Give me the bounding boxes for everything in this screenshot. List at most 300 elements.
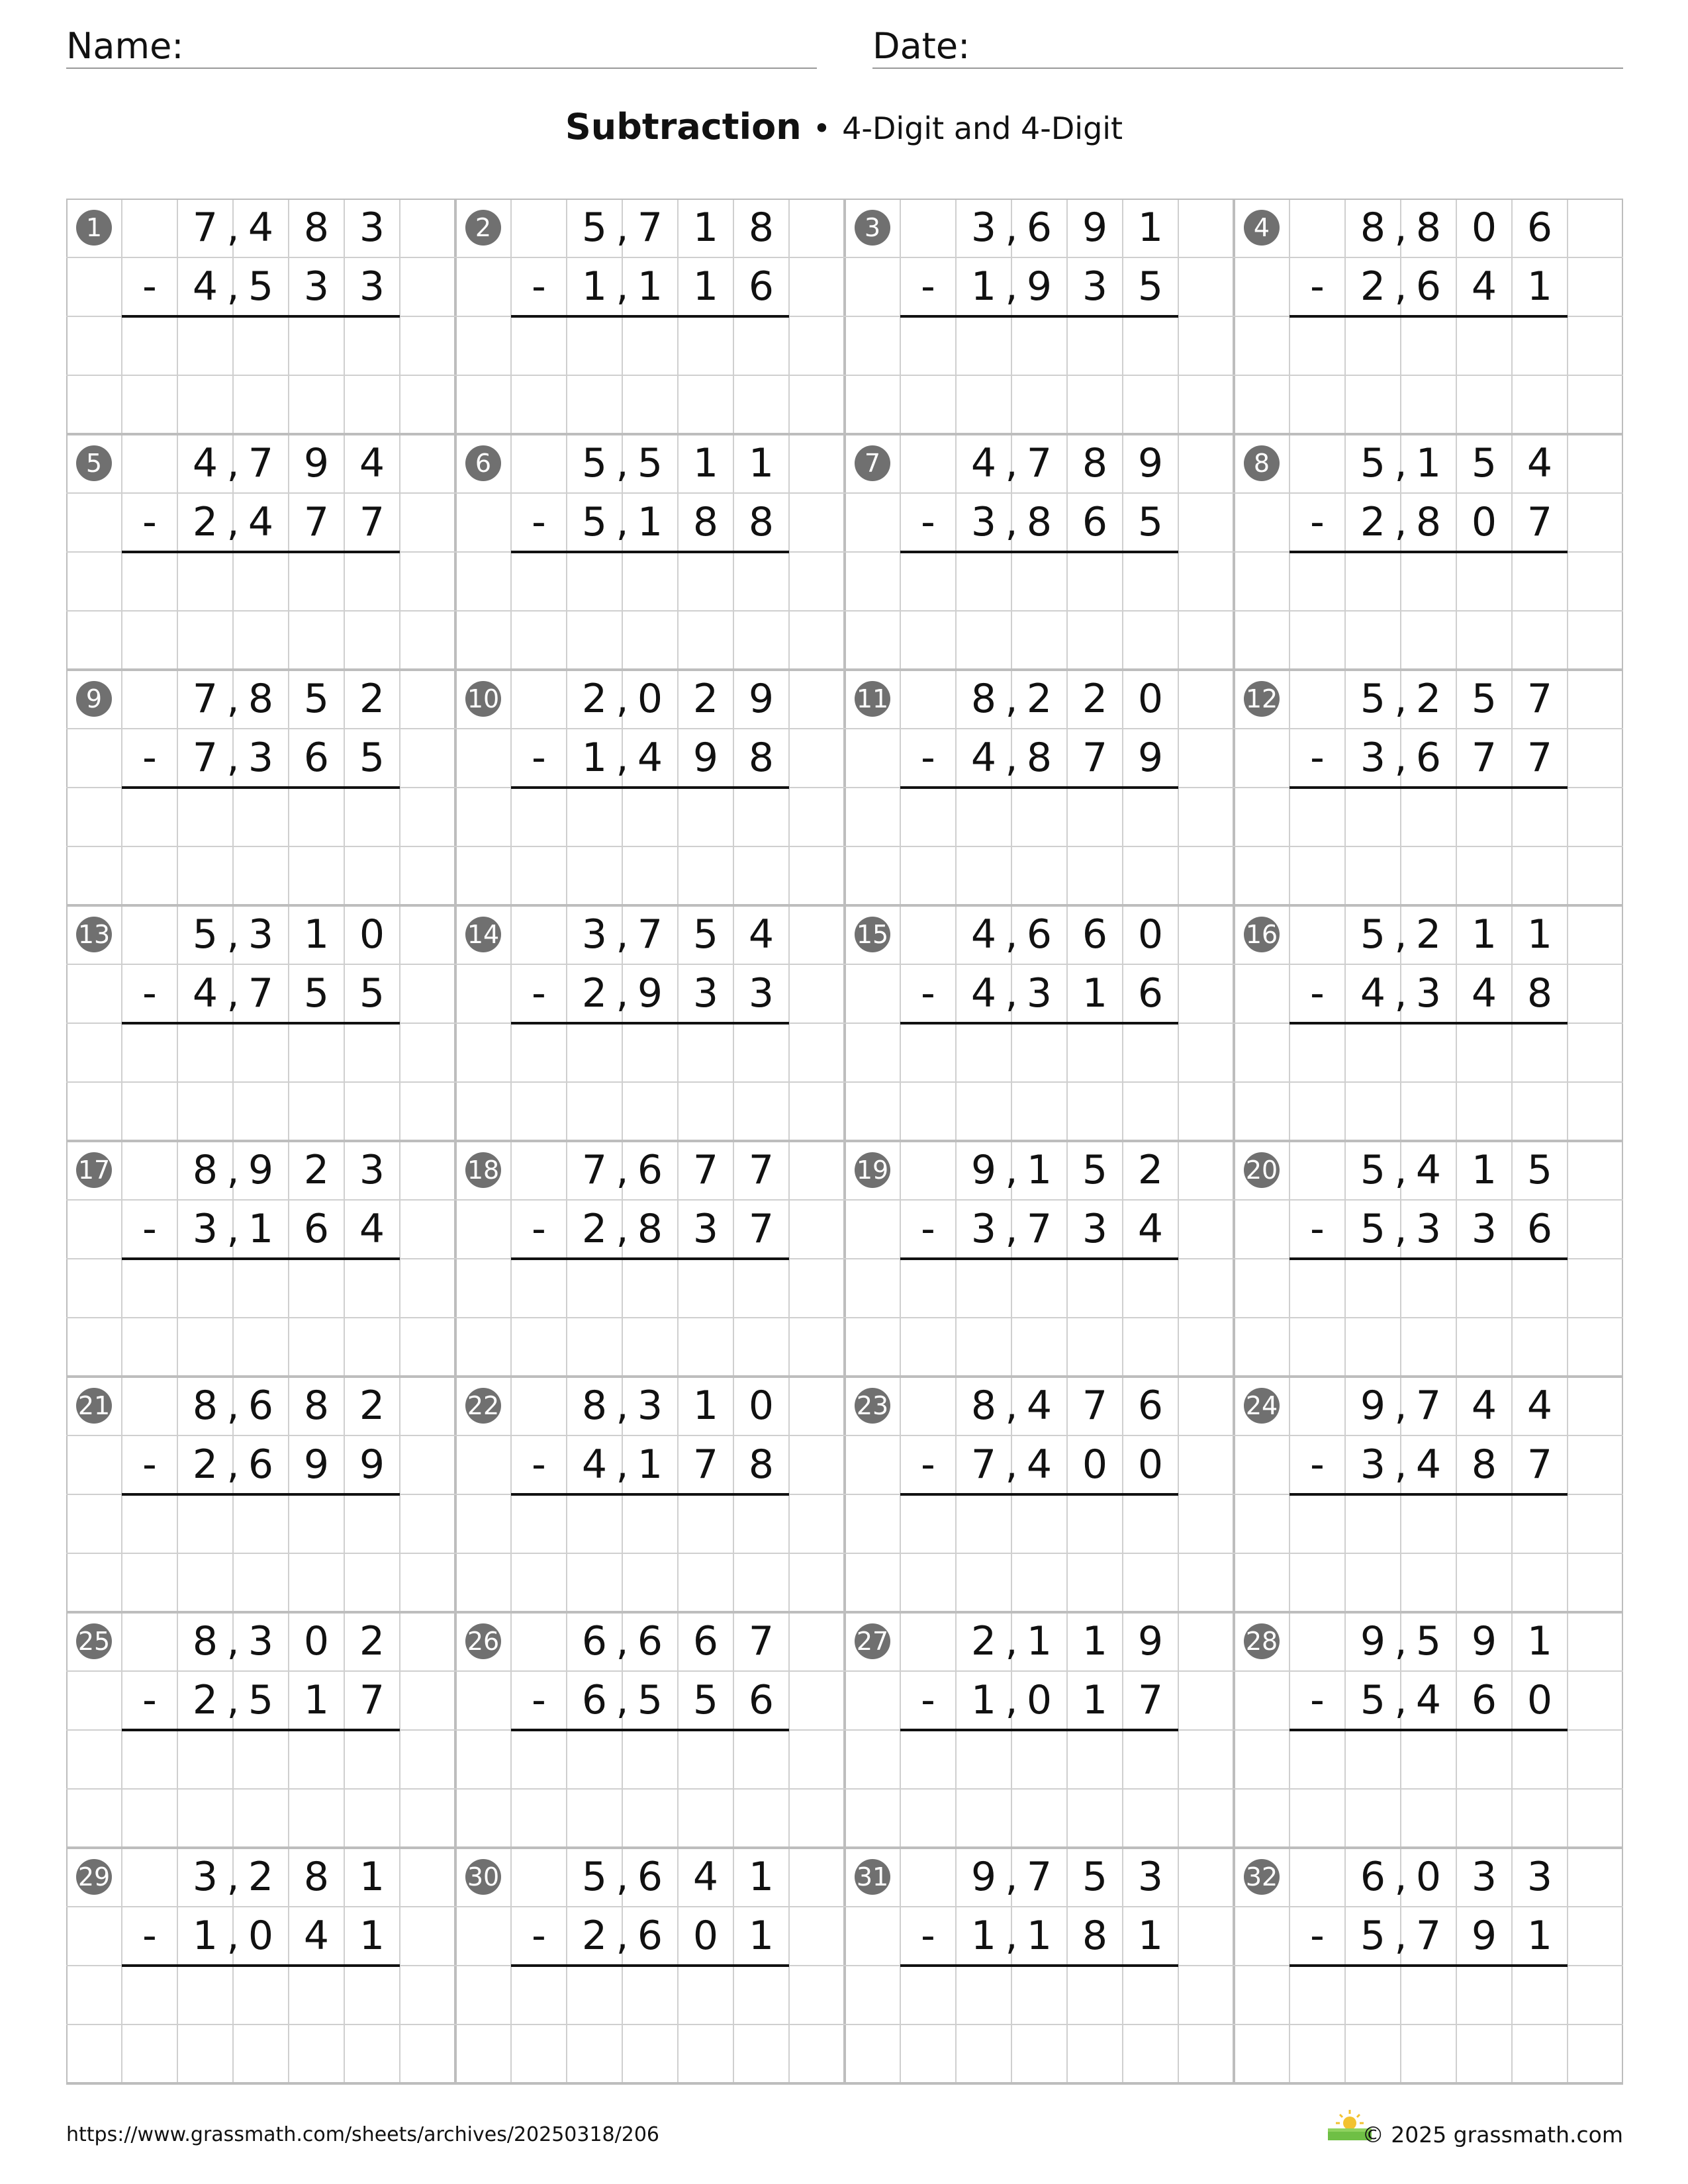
problem-bottom-digit: 8 [748,1441,774,1488]
answer-line [511,1964,789,1967]
problem-bottom-digit: 6 [637,1913,663,1959]
problem-bottom-digit: 6 [581,1677,608,1723]
problem-bottom-comma: , [1394,1913,1407,1959]
minus-sign: - [921,1677,935,1723]
problem-bottom-digit: 1 [1082,1677,1108,1723]
problem-bottom-digit: 8 [1026,499,1053,545]
minus-sign: - [142,499,157,545]
minus-sign: - [532,970,546,1017]
minus-sign: - [921,970,935,1017]
problem-bottom-digit: 4 [192,263,218,310]
problem-top-digit: 1 [1026,1618,1053,1664]
problem-top-digit: 7 [248,440,274,486]
problem-bottom-digit: 1 [581,735,608,781]
problem-top-digit: 4 [692,1854,719,1900]
problem-bottom-digit: 6 [1526,1206,1553,1252]
minus-sign: - [142,1441,157,1488]
answer-line [511,1729,789,1731]
problem-bottom-comma: , [226,1441,240,1488]
problem-top-digit: 4 [970,911,997,958]
problem-top-comma: , [616,1383,629,1429]
problem-top-digit: 8 [192,1383,218,1429]
problem-bottom-digit: 4 [1415,1441,1442,1488]
problem-bottom-digit: 8 [1415,499,1442,545]
minus-sign: - [532,499,546,545]
problem-top-digit: 5 [303,676,330,722]
problem-bottom-digit: 1 [248,1206,274,1252]
problem-bottom-digit: 8 [1526,970,1553,1017]
answer-line [122,1022,400,1024]
minus-sign: - [142,1913,157,1959]
problem-top-digit: 4 [1415,1147,1442,1193]
problem-bottom-digit: 7 [1526,499,1553,545]
problem-bottom-digit: 6 [303,1206,330,1252]
problem-top-digit: 1 [303,911,330,958]
problem-top-digit: 7 [748,1147,774,1193]
answer-line [511,1257,789,1260]
minus-sign: - [532,735,546,781]
problem-bottom-digit: 4 [637,735,663,781]
minus-sign: - [532,1913,546,1959]
answer-line [900,1493,1178,1496]
problem-bottom-digit: 2 [192,1441,218,1488]
problem-bottom-digit: 6 [1082,499,1108,545]
minus-sign: - [142,1206,157,1252]
problem-top-digit: 6 [692,1618,719,1664]
problem-top-digit: 8 [970,1383,997,1429]
problem-top-digit: 1 [1471,911,1497,958]
problem-top-digit: 8 [303,205,330,251]
minus-sign: - [1310,735,1325,781]
problem-bottom-comma: , [616,1441,629,1488]
problem-top-digit: 6 [248,1383,274,1429]
problem-top-digit: 4 [192,440,218,486]
problem-top-comma: , [1005,205,1018,251]
problem-number-badge: 25 [76,1623,112,1659]
problem-top-digit: 9 [1360,1618,1386,1664]
problem-bottom-digit: 1 [637,499,663,545]
problem-bottom-digit: 6 [1471,1677,1497,1723]
problem-bottom-comma: , [1005,970,1018,1017]
problem-bottom-comma: , [1005,499,1018,545]
problem-top-comma: , [1394,1147,1407,1193]
problem-bottom-comma: , [226,735,240,781]
problem-bottom-digit: 1 [359,1913,385,1959]
problem-top-comma: , [1394,440,1407,486]
problem-top-digit: 5 [1415,1618,1442,1664]
problem-bottom-digit: 8 [1026,735,1053,781]
problem-top-digit: 4 [248,205,274,251]
problem-bottom-digit: 8 [1082,1913,1108,1959]
problem-top-digit: 5 [1082,1147,1108,1193]
problem-bottom-digit: 3 [303,263,330,310]
problem-bottom-comma: , [1005,1206,1018,1252]
problem-top-digit: 0 [748,1383,774,1429]
problem-bottom-comma: , [1005,263,1018,310]
answer-line [511,551,789,553]
problem-top-comma: , [226,676,240,722]
problem-top-digit: 3 [970,205,997,251]
problem-bottom-digit: 1 [1526,263,1553,310]
problem-bottom-comma: , [1394,1441,1407,1488]
problem-top-digit: 3 [359,1147,385,1193]
problem-bottom-digit: 3 [1471,1206,1497,1252]
problem-number-badge: 5 [76,445,112,481]
problem-top-digit: 6 [637,1854,663,1900]
problem-top-comma: , [1005,1383,1018,1429]
problem-bottom-digit: 5 [1360,1677,1386,1723]
problem-top-comma: , [226,1147,240,1193]
problem-bottom-digit: 2 [581,970,608,1017]
problem-top-comma: , [616,676,629,722]
problem-grid [66,199,1623,2089]
problem-number-badge: 31 [855,1859,890,1895]
problem-top-digit: 1 [692,1383,719,1429]
problem-bottom-digit: 8 [748,735,774,781]
problem-bottom-digit: 3 [359,263,385,310]
problem-top-digit: 7 [1415,1383,1442,1429]
problem-top-digit: 3 [1526,1854,1553,1900]
problem-number-badge: 24 [1244,1388,1280,1424]
problem-number-badge: 21 [76,1388,112,1424]
problem-bottom-digit: 1 [303,1677,330,1723]
problem-bottom-comma: , [1394,1206,1407,1252]
problem-top-digit: 1 [1471,1147,1497,1193]
problem-top-digit: 4 [1471,1383,1497,1429]
problem-top-digit: 8 [192,1147,218,1193]
problem-bottom-digit: 4 [1415,1677,1442,1723]
problem-top-comma: , [616,1854,629,1900]
problem-top-digit: 0 [1137,676,1164,722]
answer-line [900,1964,1178,1967]
problem-bottom-digit: 1 [192,1913,218,1959]
problem-bottom-digit: 1 [1082,970,1108,1017]
problem-bottom-digit: 4 [1360,970,1386,1017]
title-subtitle: 4-Digit and 4-Digit [842,111,1123,146]
problem-top-digit: 9 [1082,205,1108,251]
problem-bottom-digit: 3 [970,499,997,545]
problem-top-digit: 5 [637,440,663,486]
problem-bottom-digit: 3 [1360,735,1386,781]
problem-bottom-digit: 0 [1526,1677,1553,1723]
minus-sign: - [532,1206,546,1252]
problem-top-digit: 8 [1415,205,1442,251]
problem-bottom-comma: , [226,1677,240,1723]
problem-bottom-digit: 3 [1415,970,1442,1017]
answer-line [900,1257,1178,1260]
problem-top-digit: 6 [1026,205,1053,251]
problem-number-badge: 13 [76,917,112,952]
title-main: Subtraction [565,106,802,148]
problem-bottom-digit: 1 [637,263,663,310]
problem-top-digit: 3 [1471,1854,1497,1900]
problem-bottom-comma: , [1394,263,1407,310]
problem-top-digit: 1 [1526,911,1553,958]
problem-top-digit: 1 [748,1854,774,1900]
problem-bottom-digit: 1 [1137,1913,1164,1959]
problem-top-digit: 2 [581,676,608,722]
answer-line [122,786,400,789]
problem-number-badge: 6 [465,445,501,481]
minus-sign: - [1310,1206,1325,1252]
problem-bottom-digit: 9 [1471,1913,1497,1959]
problem-bottom-comma: , [1394,499,1407,545]
problem-top-digit: 5 [1360,911,1386,958]
problem-top-digit: 3 [248,1618,274,1664]
minus-sign: - [142,1677,157,1723]
problem-top-digit: 0 [1415,1854,1442,1900]
minus-sign: - [921,735,935,781]
problem-bottom-digit: 3 [748,970,774,1017]
problem-bottom-digit: 2 [192,499,218,545]
problem-top-digit: 8 [748,205,774,251]
answer-line [122,1964,400,1967]
problem-bottom-comma: , [1394,735,1407,781]
problem-top-digit: 8 [248,676,274,722]
problem-top-digit: 9 [1137,1618,1164,1664]
minus-sign: - [1310,1913,1325,1959]
problem-top-comma: , [226,911,240,958]
problem-number-badge: 15 [855,917,890,952]
problem-top-digit: 2 [1137,1147,1164,1193]
problem-number-badge: 26 [465,1623,501,1659]
problem-bottom-digit: 4 [192,970,218,1017]
problem-top-digit: 4 [359,440,385,486]
problem-bottom-digit: 4 [303,1913,330,1959]
minus-sign: - [1310,499,1325,545]
answer-line [1289,1257,1568,1260]
minus-sign: - [142,970,157,1017]
problem-top-digit: 5 [1360,1147,1386,1193]
problem-number-badge: 11 [855,681,890,717]
problem-top-digit: 1 [692,205,719,251]
problem-bottom-digit: 1 [970,263,997,310]
problem-bottom-digit: 6 [1415,735,1442,781]
problem-number-badge: 17 [76,1152,112,1188]
problem-top-comma: , [1005,911,1018,958]
problem-bottom-digit: 5 [1137,263,1164,310]
problem-bottom-digit: 5 [581,499,608,545]
problem-top-digit: 5 [1360,676,1386,722]
minus-sign: - [921,1441,935,1488]
problem-top-digit: 5 [1526,1147,1553,1193]
problem-bottom-digit: 5 [303,970,330,1017]
problem-bottom-digit: 7 [359,499,385,545]
problem-top-digit: 0 [1137,911,1164,958]
problem-top-digit: 1 [1526,1618,1553,1664]
problem-bottom-digit: 5 [637,1677,663,1723]
problem-bottom-digit: 7 [692,1441,719,1488]
problem-bottom-digit: 5 [692,1677,719,1723]
problem-bottom-digit: 3 [692,1206,719,1252]
problem-bottom-digit: 9 [1137,735,1164,781]
problem-top-comma: , [1394,205,1407,251]
problem-bottom-digit: 7 [1082,735,1108,781]
answer-line [900,1729,1178,1731]
problem-top-digit: 6 [637,1618,663,1664]
name-label: Name: [66,25,184,67]
problem-bottom-digit: 5 [1137,499,1164,545]
problem-bottom-digit: 9 [692,735,719,781]
problem-bottom-comma: , [616,1206,629,1252]
problem-bottom-comma: , [1394,970,1407,1017]
problem-number-badge: 23 [855,1388,890,1424]
answer-line [1289,1022,1568,1024]
problem-bottom-comma: , [226,1206,240,1252]
problem-bottom-digit: 0 [1471,499,1497,545]
problem-top-digit: 1 [1026,1147,1053,1193]
problem-number-badge: 4 [1244,210,1280,246]
answer-line [1289,786,1568,789]
problem-bottom-digit: 9 [1026,263,1053,310]
problem-bottom-digit: 6 [1137,970,1164,1017]
problem-bottom-digit: 5 [1360,1913,1386,1959]
problem-top-comma: , [1005,676,1018,722]
problem-top-digit: 7 [192,205,218,251]
problem-top-comma: , [1394,1383,1407,1429]
problem-top-comma: , [226,1383,240,1429]
problem-number-badge: 1 [76,210,112,246]
problem-bottom-comma: , [1005,1677,1018,1723]
date-line[interactable] [872,68,1623,69]
problem-top-digit: 9 [970,1854,997,1900]
problem-top-digit: 7 [1026,440,1053,486]
problem-top-digit: 0 [303,1618,330,1664]
problem-top-digit: 5 [1471,676,1497,722]
problem-top-digit: 6 [1526,205,1553,251]
name-line[interactable] [66,68,817,69]
minus-sign: - [1310,1677,1325,1723]
minus-sign: - [1310,970,1325,1017]
problem-top-digit: 9 [970,1147,997,1193]
problem-bottom-digit: 1 [637,1441,663,1488]
problem-bottom-digit: 7 [359,1677,385,1723]
problem-number-badge: 30 [465,1859,501,1895]
problem-bottom-digit: 2 [581,1913,608,1959]
problem-bottom-comma: , [226,499,240,545]
answer-line [900,315,1178,318]
problem-top-digit: 4 [970,440,997,486]
problem-top-digit: 1 [692,440,719,486]
problem-top-digit: 1 [1082,1618,1108,1664]
problem-top-digit: 0 [1471,205,1497,251]
problem-number-badge: 22 [465,1388,501,1424]
minus-sign: - [142,263,157,310]
problem-top-digit: 2 [1415,911,1442,958]
problem-bottom-digit: 3 [1082,263,1108,310]
problem-top-digit: 5 [1471,440,1497,486]
problem-number-badge: 10 [465,681,501,717]
problem-top-digit: 4 [1526,1383,1553,1429]
problem-top-digit: 6 [1026,911,1053,958]
problem-top-digit: 5 [192,911,218,958]
problem-number-badge: 27 [855,1623,890,1659]
footer-copyright: © 2025 grassmath.com [1362,2122,1623,2148]
problem-top-digit: 7 [748,1618,774,1664]
problem-top-digit: 5 [581,440,608,486]
problem-bottom-digit: 7 [303,499,330,545]
problem-top-comma: , [616,1618,629,1664]
problem-top-digit: 4 [1026,1383,1053,1429]
minus-sign: - [532,263,546,310]
problem-bottom-digit: 3 [692,970,719,1017]
answer-line [900,551,1178,553]
problem-bottom-digit: 4 [1026,1441,1053,1488]
problem-bottom-digit: 3 [248,735,274,781]
problem-top-digit: 9 [248,1147,274,1193]
problem-bottom-comma: , [226,263,240,310]
problem-bottom-digit: 9 [303,1441,330,1488]
problem-bottom-comma: , [1005,1913,1018,1959]
problem-top-digit: 2 [1415,676,1442,722]
problem-top-digit: 7 [1026,1854,1053,1900]
problem-bottom-digit: 8 [692,499,719,545]
problem-top-digit: 1 [748,440,774,486]
problem-top-digit: 6 [1137,1383,1164,1429]
problem-bottom-digit: 0 [692,1913,719,1959]
problem-number-badge: 9 [76,681,112,717]
problem-number-badge: 16 [1244,917,1280,952]
problem-top-digit: 2 [1026,676,1053,722]
problem-top-digit: 4 [1526,440,1553,486]
problem-top-digit: 2 [359,1618,385,1664]
problem-bottom-comma: , [616,970,629,1017]
problem-bottom-digit: 6 [1415,263,1442,310]
problem-bottom-digit: 4 [248,499,274,545]
problem-bottom-digit: 1 [581,263,608,310]
problem-bottom-digit: 8 [1471,1441,1497,1488]
problem-top-digit: 9 [1137,440,1164,486]
minus-sign: - [921,263,935,310]
answer-line [511,786,789,789]
problem-bottom-digit: 5 [248,263,274,310]
problem-bottom-digit: 6 [248,1441,274,1488]
problem-bottom-digit: 7 [970,1441,997,1488]
problem-bottom-digit: 2 [192,1677,218,1723]
problem-top-digit: 2 [359,676,385,722]
problem-bottom-digit: 5 [248,1677,274,1723]
answer-line [511,1022,789,1024]
date-label: Date: [872,25,970,67]
problem-top-comma: , [616,440,629,486]
problem-number-badge: 18 [465,1152,501,1188]
problem-top-digit: 7 [581,1147,608,1193]
problem-bottom-digit: 6 [303,735,330,781]
problem-bottom-digit: 1 [970,1677,997,1723]
problem-top-digit: 9 [748,676,774,722]
problem-number-badge: 7 [855,445,890,481]
minus-sign: - [921,1206,935,1252]
problem-bottom-digit: 6 [748,263,774,310]
answer-line [1289,1493,1568,1496]
problem-top-digit: 5 [581,1854,608,1900]
minus-sign: - [532,1677,546,1723]
answer-line [122,1493,400,1496]
problem-bottom-comma: , [616,499,629,545]
problem-bottom-digit: 9 [637,970,663,1017]
problem-bottom-digit: 9 [359,1441,385,1488]
problem-top-digit: 0 [637,676,663,722]
problem-bottom-digit: 3 [970,1206,997,1252]
problem-top-digit: 3 [192,1854,218,1900]
answer-line [1289,315,1568,318]
problem-top-comma: , [1394,1854,1407,1900]
problem-bottom-digit: 7 [1137,1677,1164,1723]
problem-top-comma: , [226,440,240,486]
answer-line [900,786,1178,789]
problem-top-digit: 9 [303,440,330,486]
problem-top-comma: , [1005,440,1018,486]
